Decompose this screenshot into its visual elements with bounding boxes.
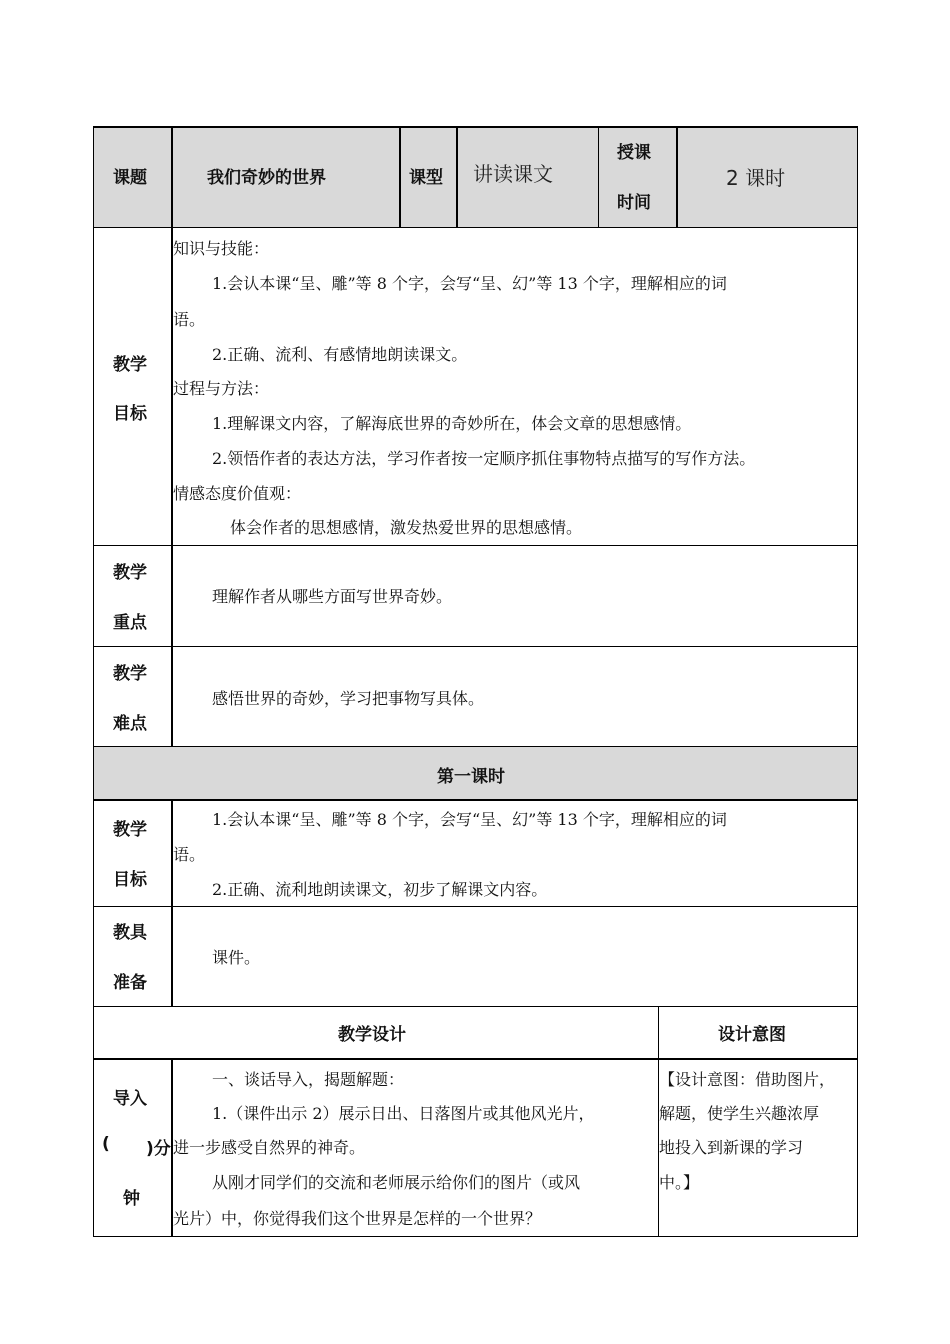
intro-label-minutes: )分 bbox=[146, 1139, 171, 1159]
goals-label-line2: 目标 bbox=[113, 404, 147, 424]
difficulties-text: 感悟世界的奇妙，学习把事物写具体。 bbox=[212, 689, 485, 708]
intro-line: 进一步感受自然界的神奇。 bbox=[173, 1138, 366, 1157]
goals-line: 情感态度价值观： bbox=[173, 484, 302, 503]
difficulties-label-line2: 难点 bbox=[113, 714, 147, 734]
goals-line: 2.正确、流利、有感情地朗读课文。 bbox=[212, 345, 468, 364]
lesson-one-title: 第一课时 bbox=[437, 767, 505, 787]
difficulties-label-line1: 教学 bbox=[113, 664, 147, 684]
intro-label-line1: 导入 bbox=[113, 1089, 147, 1109]
key-points-label-line2: 重点 bbox=[113, 613, 147, 633]
goals-label-line1: 教学 bbox=[113, 355, 147, 375]
design-header-right: 设计意图 bbox=[718, 1025, 786, 1045]
type-label: 课型 bbox=[409, 168, 443, 188]
intent-line: 地投入到新课的学习 bbox=[659, 1138, 804, 1157]
design-header-left: 教学设计 bbox=[338, 1025, 406, 1045]
intro-line: 1.（课件出示 2）展示日出、日落图片或其他风光片， bbox=[212, 1104, 595, 1123]
goals-line: 1.会认本课“呈、雕”等 8 个字，会写“呈、幻”等 13 个字，理解相应的词 bbox=[212, 274, 727, 293]
key-points-label-line1: 教学 bbox=[113, 563, 147, 583]
lesson-goals-label-line2: 目标 bbox=[113, 870, 147, 890]
goals-line: 过程与方法： bbox=[173, 379, 270, 398]
tools-text: 课件。 bbox=[212, 948, 261, 967]
type-value: 讲读课文 bbox=[473, 162, 553, 186]
tools-label-line1: 教具 bbox=[113, 923, 147, 943]
lesson-goals-line: 2.正确、流利地朗读课文，初步了解课文内容。 bbox=[212, 880, 548, 899]
time-label-line2: 时间 bbox=[617, 193, 651, 213]
time-value: 2 课时 bbox=[726, 166, 786, 190]
intent-line: 中。】 bbox=[659, 1173, 700, 1192]
lesson-goals-label-line1: 教学 bbox=[113, 820, 147, 840]
topic-label: 课题 bbox=[113, 168, 147, 188]
goals-line: 体会作者的思想感情，激发热爱世界的思想感情。 bbox=[230, 518, 583, 537]
key-points-text: 理解作者从哪些方面写世界奇妙。 bbox=[212, 587, 453, 606]
lesson-goals-line: 1.会认本课“呈、雕”等 8 个字，会写“呈、幻”等 13 个字，理解相应的词 bbox=[212, 810, 727, 829]
intro-label-line3: 钟 bbox=[123, 1189, 140, 1209]
goals-line: 1.理解课文内容，了解海底世界的奇妙所在，体会文章的思想感情。 bbox=[212, 414, 692, 433]
goals-line: 知识与技能： bbox=[173, 239, 270, 258]
intro-label-open-paren: ( bbox=[102, 1134, 110, 1154]
intent-line: 解题，使学生兴趣浓厚 bbox=[659, 1104, 820, 1123]
intro-line: 从刚才同学们的交流和老师展示给你们的图片（或风 bbox=[212, 1173, 581, 1192]
intent-line: 【设计意图：借助图片， bbox=[659, 1070, 836, 1089]
time-label-line1: 授课 bbox=[617, 143, 651, 163]
lesson-goals-line: 语。 bbox=[173, 845, 206, 864]
intro-line: 一、谈话导入，揭题解题： bbox=[212, 1070, 405, 1089]
goals-line: 语。 bbox=[173, 310, 206, 329]
intro-line: 光片）中，你觉得我们这个世界是怎样的一个世界？ bbox=[173, 1209, 542, 1228]
tools-label-line2: 准备 bbox=[113, 973, 147, 993]
goals-line: 2.领悟作者的表达方法，学习作者按一定顺序抓住事物特点描写的写作方法。 bbox=[212, 449, 756, 468]
topic-value: 我们奇妙的世界 bbox=[207, 168, 326, 188]
